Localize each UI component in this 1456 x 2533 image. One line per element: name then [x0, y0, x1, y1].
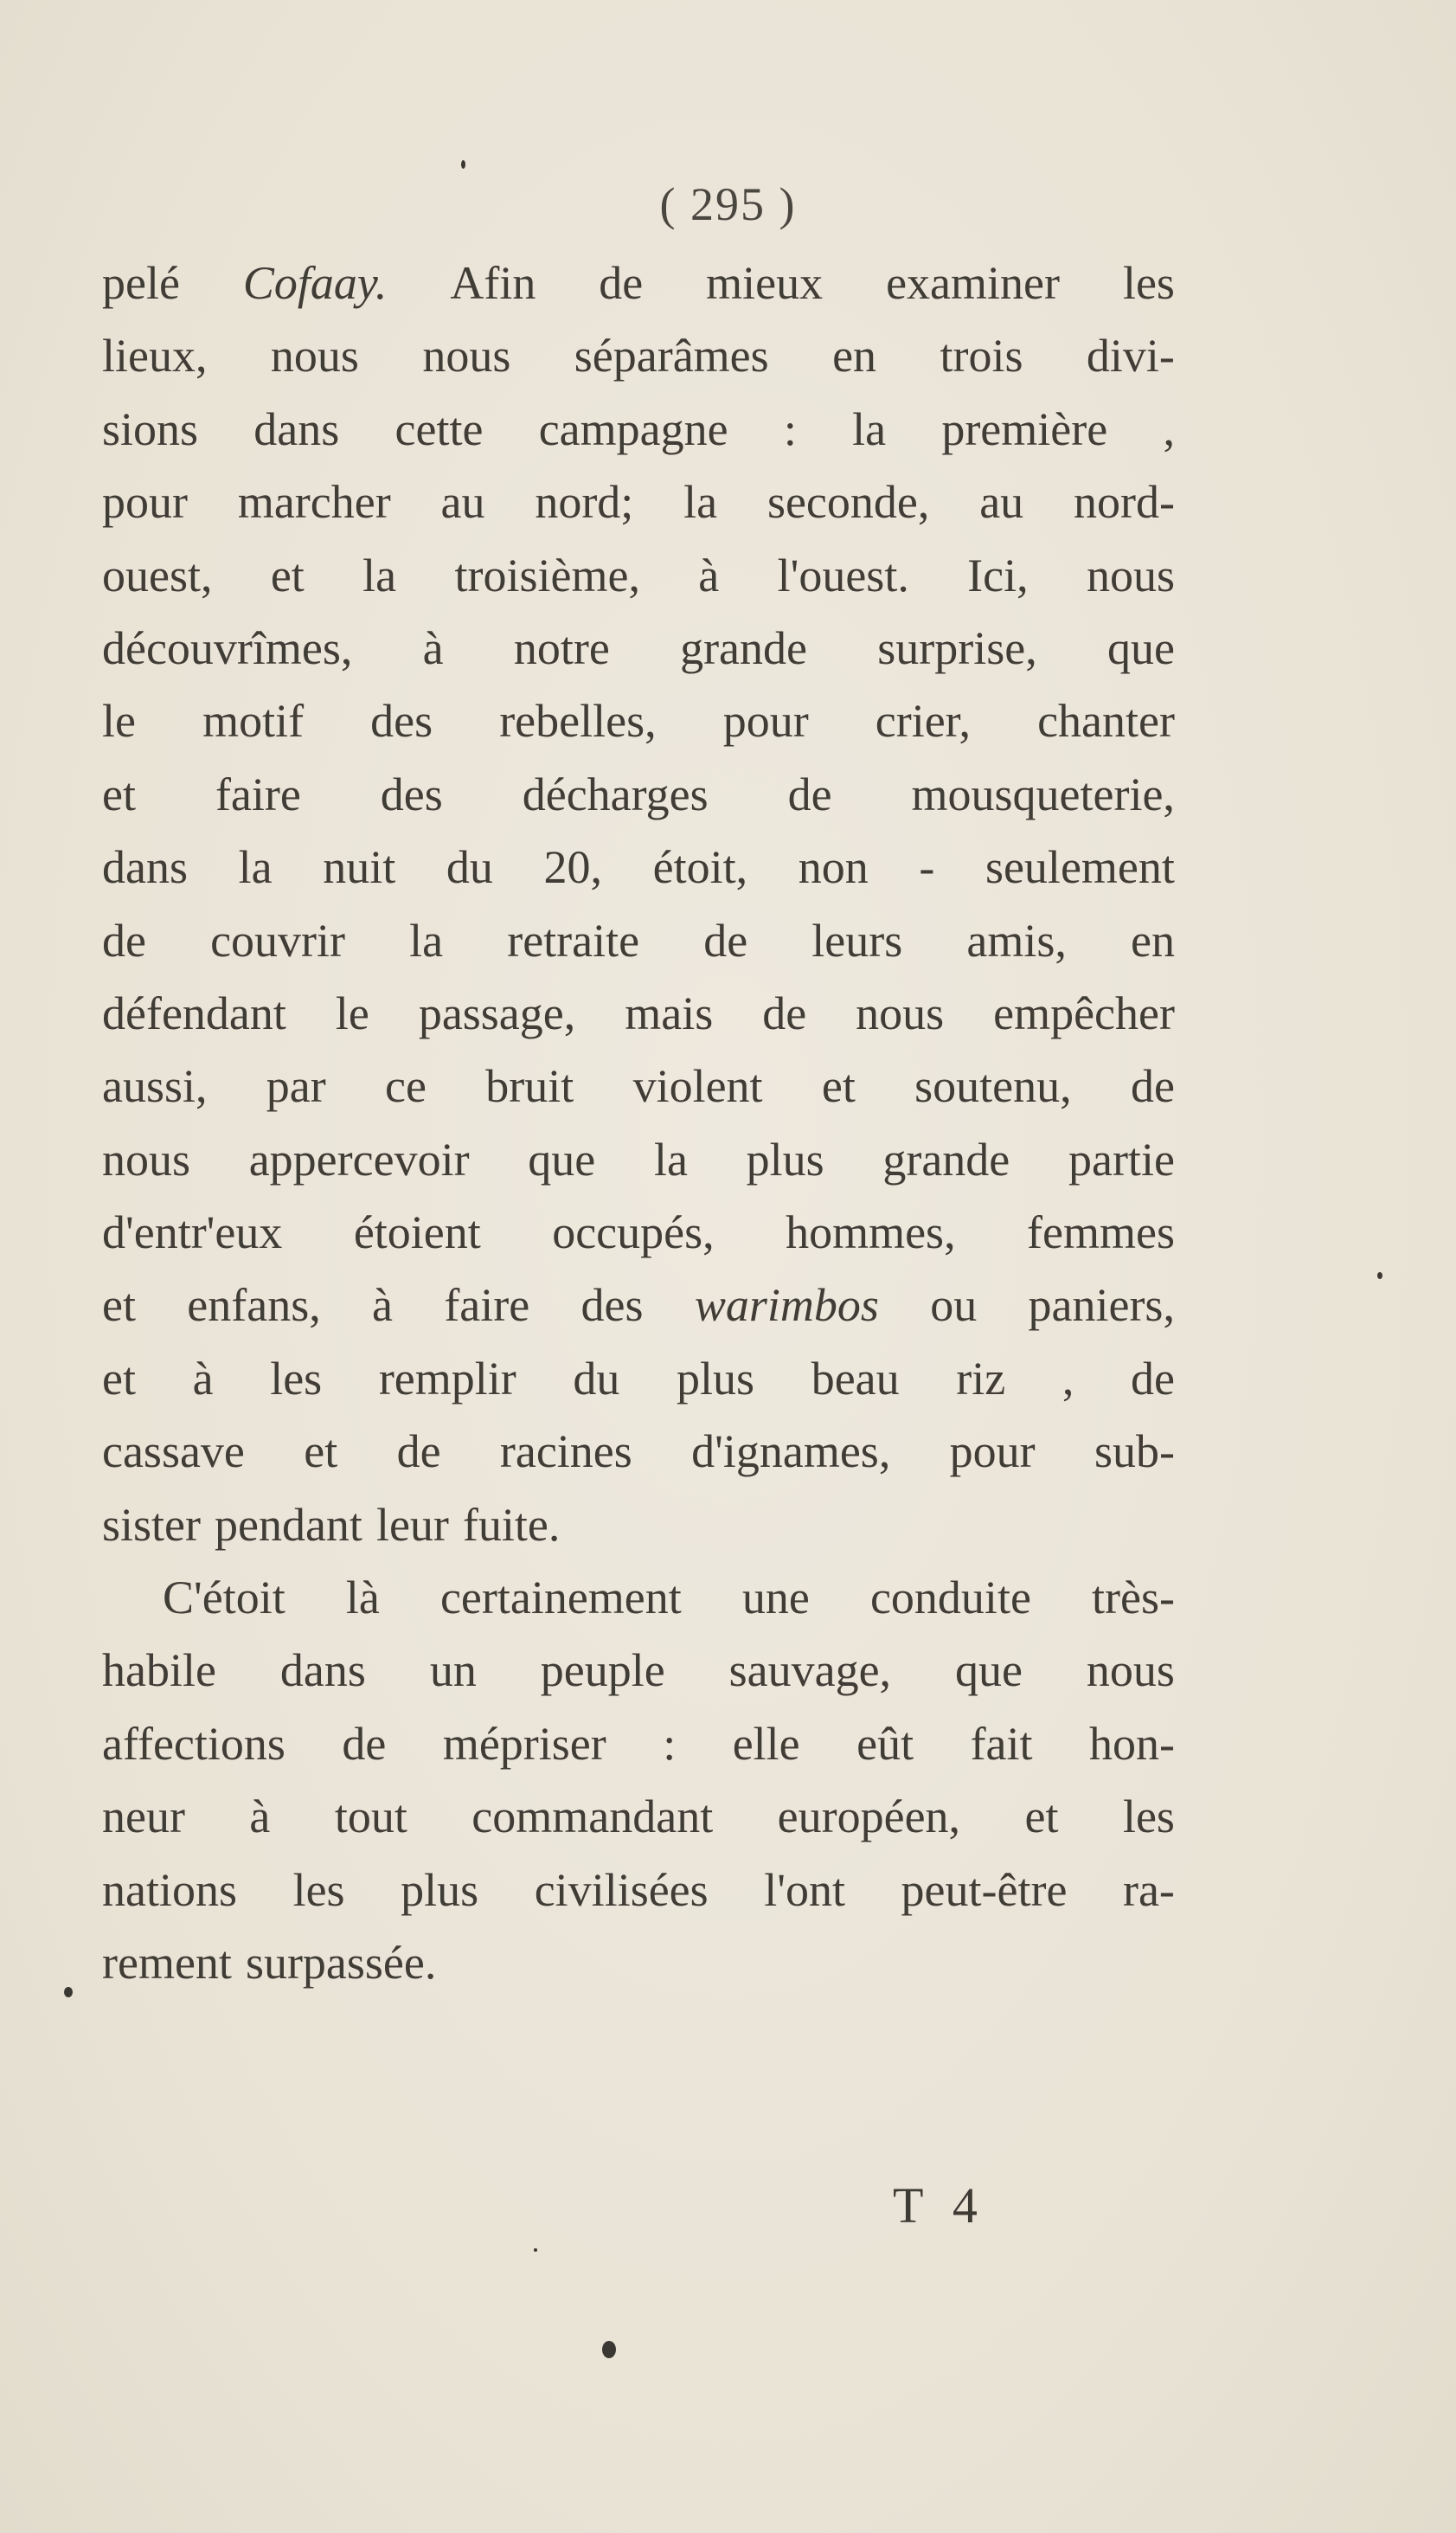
text-line — [102, 1634, 1175, 1707]
word: la — [409, 914, 444, 967]
word: découvrîmes, — [102, 621, 353, 674]
text-line — [102, 904, 1175, 977]
word: pour — [722, 695, 809, 748]
word: pendant — [215, 1498, 362, 1551]
word: elle — [732, 1717, 800, 1770]
word: peuple — [540, 1644, 665, 1697]
word: examiner — [886, 257, 1060, 309]
text-line — [102, 1342, 1175, 1415]
word: habile — [102, 1644, 216, 1697]
text-line — [102, 758, 1175, 831]
word: au — [440, 476, 485, 529]
word: la — [653, 1133, 688, 1186]
word: sub- — [1094, 1425, 1175, 1478]
word: de — [396, 1425, 441, 1478]
word: ou — [930, 1279, 978, 1332]
text-line — [102, 1780, 1175, 1853]
word: dans — [279, 1644, 366, 1697]
word: du — [573, 1352, 620, 1405]
word: et — [270, 549, 305, 601]
word: d'ignames, — [691, 1425, 891, 1478]
word: ce — [385, 1060, 427, 1113]
word: civilisées — [534, 1863, 709, 1916]
word: peut-être — [901, 1863, 1068, 1916]
paragraph-2 — [102, 1561, 1175, 1999]
word: le — [335, 987, 369, 1039]
word: des — [370, 695, 433, 748]
word: Afin — [450, 257, 536, 309]
word: de — [599, 257, 644, 309]
word: au — [979, 476, 1024, 529]
word: à — [422, 621, 444, 674]
word: amis, — [966, 914, 1067, 967]
word: à — [698, 549, 720, 601]
text-block — [102, 247, 1175, 1999]
word: et — [102, 768, 136, 820]
text-line — [102, 1854, 1175, 1926]
word: de — [787, 768, 832, 820]
word: violent — [632, 1060, 763, 1113]
text-line — [102, 539, 1175, 612]
word: les — [1122, 257, 1175, 309]
word: l'ouest. — [777, 549, 909, 601]
word: rement — [102, 1936, 232, 1989]
word: sauvage, — [728, 1644, 892, 1697]
word: que — [528, 1133, 596, 1186]
word: plus — [746, 1133, 824, 1186]
word: là — [345, 1572, 380, 1624]
word: beau — [811, 1352, 900, 1405]
word: de — [1130, 1352, 1175, 1405]
word: paniers, — [1028, 1279, 1175, 1332]
paragraph-1 — [102, 247, 1175, 1561]
word: pour — [949, 1425, 1036, 1478]
word: seulement — [985, 841, 1175, 894]
word: rebelles, — [499, 695, 657, 748]
word: - — [919, 841, 935, 894]
word: tout — [334, 1790, 407, 1843]
word: hommes, — [786, 1206, 956, 1259]
word: plus — [677, 1352, 755, 1405]
word: surprise, — [877, 621, 1037, 674]
word: à — [249, 1790, 271, 1843]
word: riz — [956, 1352, 1006, 1405]
word: non — [798, 841, 869, 894]
word: nord; — [535, 476, 634, 529]
word: nous — [1086, 549, 1175, 601]
word: grande — [882, 1133, 1010, 1186]
text-line — [102, 1561, 1175, 1634]
word: Cofaay. — [242, 257, 388, 309]
word: sions — [102, 402, 199, 455]
word: étoit, — [652, 841, 748, 894]
word: , — [1163, 402, 1175, 455]
word: une — [741, 1572, 810, 1624]
word: nous — [422, 330, 511, 383]
word: en — [832, 330, 877, 383]
text-line — [102, 1269, 1175, 1341]
word: dans — [253, 402, 340, 455]
word: les — [1122, 1790, 1175, 1843]
word: européen, — [777, 1790, 961, 1843]
word: passage, — [418, 987, 576, 1039]
word: remplir — [378, 1352, 516, 1405]
word: à — [372, 1279, 394, 1332]
word: nous — [856, 987, 945, 1039]
word: de — [1130, 1060, 1175, 1113]
word: seconde, — [766, 476, 930, 529]
signature-mark: T 4 — [893, 2177, 986, 2234]
ink-speck — [461, 160, 465, 169]
word: hon- — [1089, 1717, 1175, 1770]
word: et — [821, 1060, 856, 1113]
word: en — [1130, 914, 1175, 967]
text-line — [102, 466, 1175, 538]
word: pelé — [102, 257, 180, 309]
word: la — [362, 549, 397, 601]
word: campagne — [538, 402, 728, 455]
word: et — [102, 1352, 136, 1405]
word: motif — [202, 695, 305, 748]
word: dans — [102, 841, 188, 894]
word: soutenu, — [914, 1060, 1072, 1113]
word: très- — [1092, 1572, 1175, 1624]
word: surpassée. — [245, 1936, 437, 1989]
word: la — [852, 402, 887, 455]
word: : — [783, 402, 797, 455]
word: première — [941, 402, 1108, 455]
word: l'ont — [764, 1863, 845, 1916]
word: leurs — [811, 914, 903, 967]
word: racines — [499, 1425, 632, 1478]
word: ra- — [1122, 1863, 1175, 1916]
word: et — [1024, 1790, 1059, 1843]
word: étoient — [353, 1206, 481, 1259]
word: troisième, — [454, 549, 640, 601]
word: nord- — [1074, 476, 1175, 529]
text-line — [102, 1488, 1175, 1561]
text-line — [102, 612, 1175, 685]
word: décharges — [522, 768, 709, 820]
word: ouest, — [102, 549, 213, 601]
word: des — [380, 768, 443, 820]
word: nous — [270, 330, 359, 383]
word: warimbos — [694, 1279, 879, 1332]
word: affections — [102, 1717, 285, 1770]
word: conduite — [869, 1572, 1031, 1624]
word: appercevoir — [248, 1133, 470, 1186]
text-line — [102, 1050, 1175, 1122]
word: : — [663, 1717, 677, 1770]
word: mépriser — [442, 1717, 606, 1770]
word: de — [342, 1717, 387, 1770]
word: C'étoit — [163, 1572, 285, 1624]
word: faire — [215, 768, 301, 820]
word: que — [1106, 621, 1175, 674]
word: nuit — [323, 841, 396, 894]
word: du — [446, 841, 493, 894]
word: grande — [680, 621, 807, 674]
word: notre — [513, 621, 610, 674]
word: lieux, — [102, 330, 208, 383]
word: cette — [394, 402, 484, 455]
word: et — [102, 1279, 136, 1332]
word: eût — [856, 1717, 914, 1770]
text-line — [102, 685, 1175, 757]
word: couvrir — [210, 914, 346, 967]
text-line — [102, 319, 1175, 392]
ink-speck — [1377, 1272, 1382, 1279]
word: 20, — [543, 841, 602, 894]
word: retraite — [507, 914, 640, 967]
text-line — [102, 393, 1175, 466]
word: le — [102, 695, 136, 748]
word: trois — [940, 330, 1023, 383]
word: empêcher — [993, 987, 1175, 1039]
text-line — [102, 831, 1175, 903]
word: commandant — [471, 1790, 714, 1843]
ink-speck — [602, 2341, 616, 2358]
word: Ici, — [967, 549, 1029, 601]
text-line — [102, 1707, 1175, 1780]
word: neur — [102, 1790, 185, 1843]
word: cassave — [102, 1425, 245, 1478]
word: occupés, — [552, 1206, 715, 1259]
text-line — [102, 1415, 1175, 1488]
word: de — [762, 987, 807, 1039]
word: de — [102, 914, 146, 967]
word: enfans, — [187, 1279, 321, 1332]
word: séparâmes — [574, 330, 769, 383]
word: de — [703, 914, 748, 967]
word: certainement — [439, 1572, 682, 1624]
word: chanter — [1037, 695, 1175, 748]
word: fait — [970, 1717, 1033, 1770]
word: mais — [625, 987, 714, 1039]
word: un — [429, 1644, 477, 1697]
word: marcher — [237, 476, 391, 529]
word: nous — [102, 1133, 191, 1186]
word: leur — [375, 1498, 449, 1551]
word: sister — [102, 1498, 201, 1551]
word: par — [266, 1060, 326, 1113]
word: la — [238, 841, 273, 894]
word: divi- — [1086, 330, 1175, 383]
text-line — [102, 247, 1175, 319]
text-line — [102, 977, 1175, 1050]
word: partie — [1068, 1133, 1175, 1186]
word: des — [580, 1279, 644, 1332]
word: et — [304, 1425, 338, 1478]
word: que — [955, 1644, 1023, 1697]
page-number: ( 295 ) — [659, 178, 797, 230]
word: aussi, — [102, 1060, 208, 1113]
word: mieux — [706, 257, 824, 309]
word: la — [683, 476, 718, 529]
word: défendant — [102, 987, 286, 1039]
ink-speck — [64, 1987, 73, 1997]
word: à — [192, 1352, 214, 1405]
word: les — [292, 1863, 345, 1916]
word: femmes — [1027, 1206, 1175, 1259]
word: plus — [401, 1863, 479, 1916]
word: nations — [102, 1863, 237, 1916]
word: nous — [1086, 1644, 1175, 1697]
word: les — [270, 1352, 323, 1405]
word: bruit — [485, 1060, 574, 1113]
word: fuite. — [462, 1498, 561, 1551]
word: faire — [444, 1279, 530, 1332]
word: mousqueterie, — [911, 768, 1175, 820]
word: pour — [102, 476, 188, 529]
ink-speck — [534, 2248, 537, 2252]
text-line — [102, 1196, 1175, 1269]
word: d'entr'eux — [102, 1206, 283, 1259]
text-line — [102, 1926, 1175, 1999]
word: crier, — [875, 695, 971, 748]
text-line — [102, 1123, 1175, 1196]
word: , — [1062, 1352, 1074, 1405]
